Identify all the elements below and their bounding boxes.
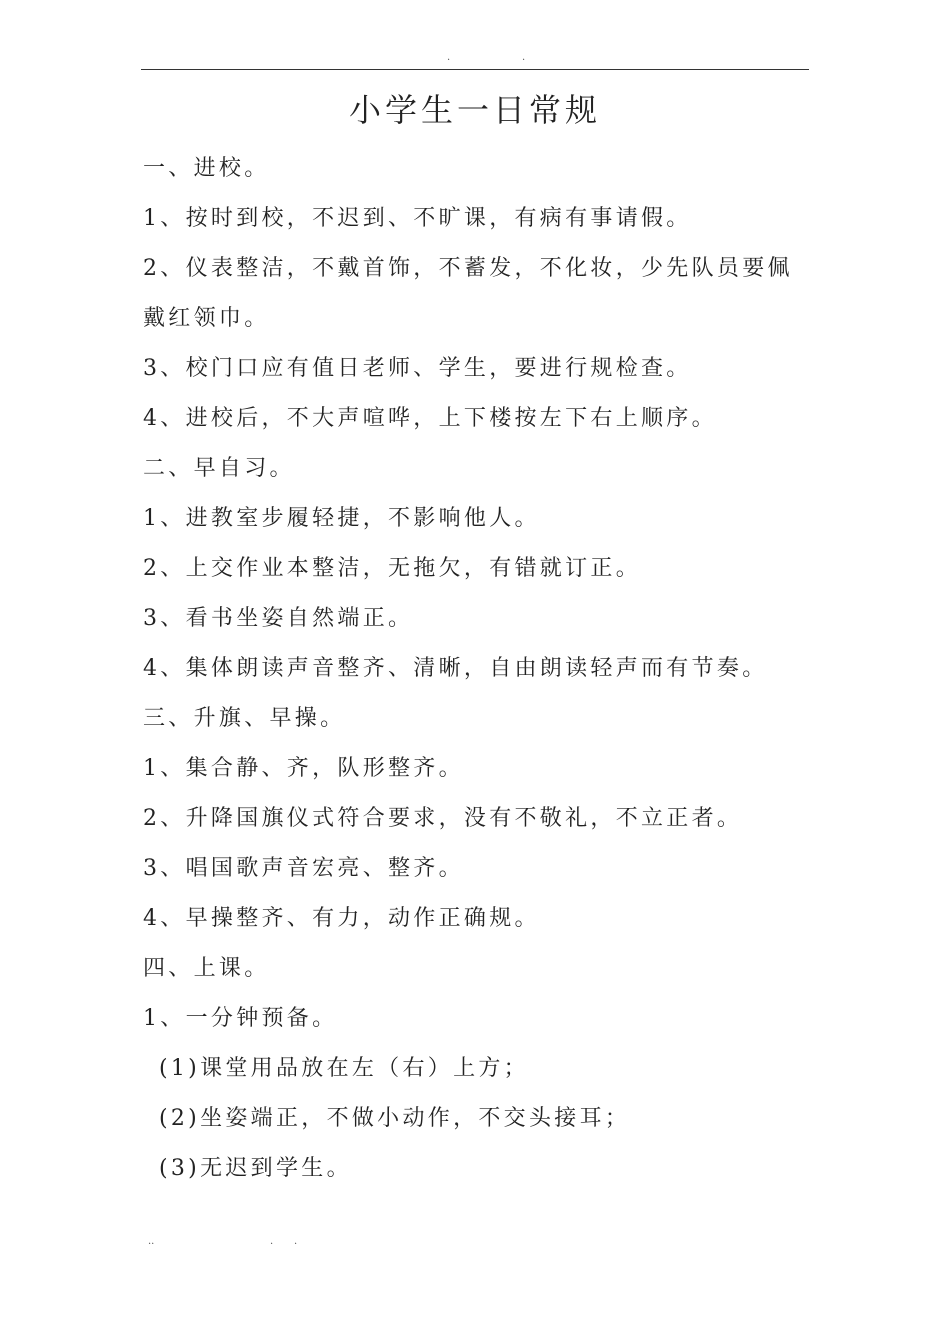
sub-list-item: (3)无迟到学生。 xyxy=(159,1156,352,1181)
header-dot: . xyxy=(447,52,451,63)
sub-list-item: (2)坐姿端正，不做小动作，不交头接耳； xyxy=(159,1106,631,1131)
footer-dots xyxy=(148,1236,328,1252)
page-title: 小学生一日常规 xyxy=(348,91,601,129)
footer-dot: .. xyxy=(148,1236,155,1247)
list-item: 4、集体朗读声音整齐、清晰，自由朗读轻声而有节奏。 xyxy=(143,656,768,681)
section-heading: 三、升旗、早操。 xyxy=(143,706,346,731)
header-rule xyxy=(141,69,809,70)
list-item: 1、按时到校，不迟到、不旷课，有病有事请假。 xyxy=(143,206,692,231)
document-body xyxy=(143,150,813,1200)
list-item: 1、一分钟预备。 xyxy=(143,1006,338,1031)
list-item: 4、进校后，不大声喧哗，上下楼按左下右上顺序。 xyxy=(143,406,717,431)
list-item-continuation: 戴红领巾。 xyxy=(143,306,270,331)
list-item: 3、校门口应有值日老师、学生，要进行规检查。 xyxy=(143,356,692,381)
list-item: 1、集合静、齐，队形整齐。 xyxy=(143,756,464,781)
section-heading: 一、进校。 xyxy=(143,156,270,181)
header-dots xyxy=(445,52,545,68)
list-item: 2、仪表整洁，不戴首饰，不蓄发，不化妆，少先队员要佩 xyxy=(143,256,793,281)
list-item: 4、早操整齐、有力，动作正确规。 xyxy=(143,906,540,931)
sub-list-item: (1)课堂用品放在左（右）上方； xyxy=(159,1056,529,1081)
list-item: 3、看书坐姿自然端正。 xyxy=(143,606,414,631)
list-item: 2、升降国旗仪式符合要求，没有不敬礼，不立正者。 xyxy=(143,806,743,831)
list-item: 3、唱国歌声音宏亮、整齐。 xyxy=(143,856,464,881)
footer-dot: . xyxy=(270,1236,274,1247)
list-item: 1、进教室步履轻捷，不影响他人。 xyxy=(143,506,540,531)
footer-dot: . xyxy=(294,1236,298,1247)
section-heading: 四、上课。 xyxy=(143,956,270,981)
section-heading: 二、早自习。 xyxy=(143,456,295,481)
header-dot: . xyxy=(522,52,526,63)
list-item: 2、上交作业本整洁，无拖欠，有错就订正。 xyxy=(143,556,641,581)
